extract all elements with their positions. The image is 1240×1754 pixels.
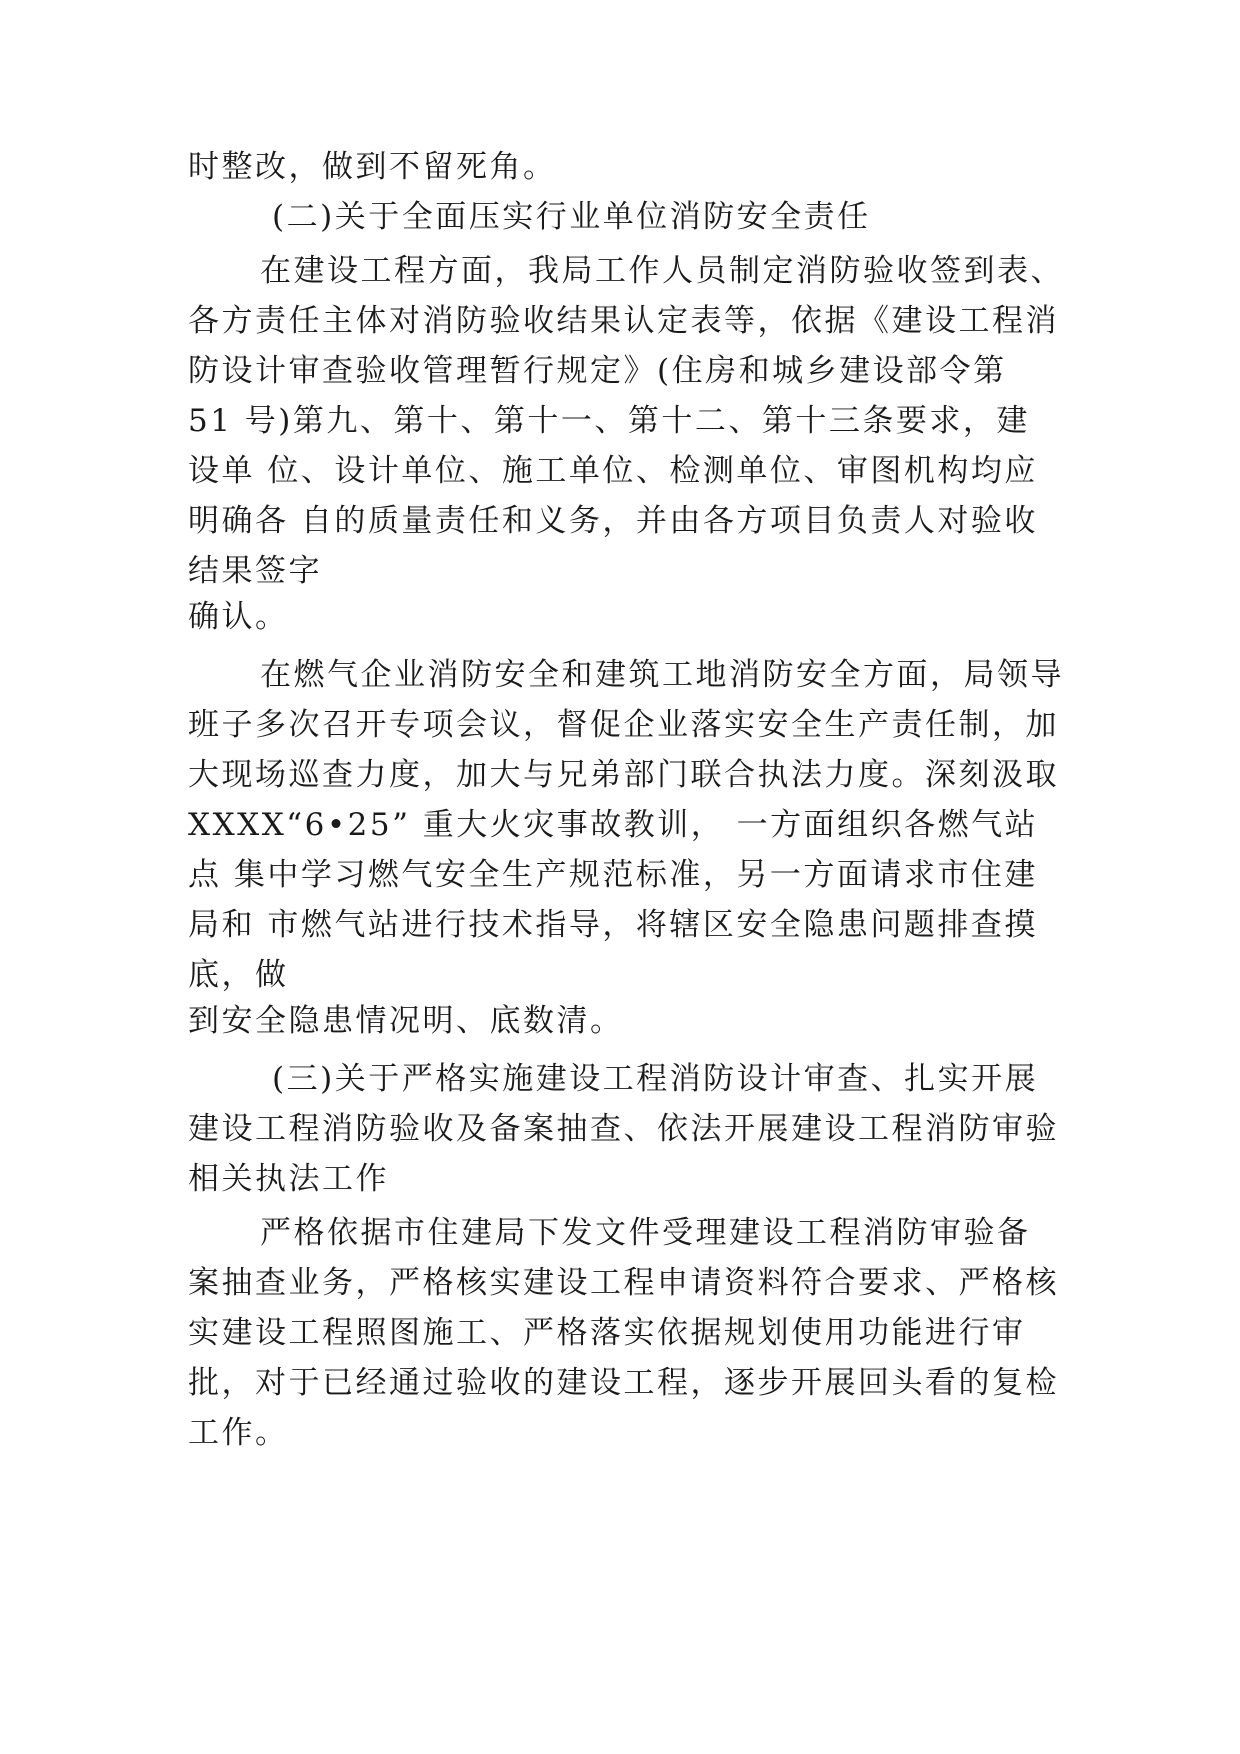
paragraph-line: 各方责任主体对消防验收结果认定表等，依据《建设工程消 — [188, 303, 1059, 339]
paragraph-line: 到安全隐患情况明、底数清。 — [188, 1003, 624, 1039]
paragraph-line: 相关执法工作 — [188, 1161, 389, 1197]
paragraph-line: 防设计审查验收管理暂行规定》(住房和城乡建设部令第 — [188, 353, 1007, 389]
paragraph-line: 严格依据市住建局下发文件受理建设工程消防审验备 — [260, 1215, 1031, 1251]
section-heading-2: (二)关于全面压实行业单位消防安全责任 — [272, 199, 871, 235]
section-heading-3: (三)关于严格实施建设工程消防设计审查、扎实开展 — [272, 1061, 1039, 1097]
paragraph-line: 设单 位、设计单位、施工单位、检测单位、审图机构均应 — [188, 453, 1038, 489]
paragraph-line: 工作。 — [188, 1415, 289, 1451]
paragraph-line: 51 号)第九、第十、第十一、第十二、第十三条要求，建 — [188, 403, 1030, 439]
paragraph-line: 明确各 自的质量责任和义务，并由各方项目负责人对验收 — [188, 503, 1038, 539]
paragraph-line: 点 集中学习燃气安全生产规范标准，另一方面请求市住建 — [188, 857, 1038, 893]
paragraph-line: 大现场巡查力度，加大与兄弟部门联合执法力度。深刻汲取 — [188, 757, 1059, 793]
paragraph-line: 批，对于已经通过验收的建设工程，逐步开展回头看的复检 — [188, 1365, 1059, 1401]
paragraph-line: XXXX“6•25” 重大火灾事故教训， 一方面组织各燃气站 — [188, 807, 1039, 843]
paragraph-line: 时整改，做到不留死角。 — [188, 149, 557, 185]
paragraph-line: 案抽查业务，严格核实建设工程申请资料符合要求、严格核 — [188, 1265, 1059, 1301]
paragraph-line: 结果签字 — [188, 553, 322, 589]
paragraph-line: 底，做 — [188, 957, 289, 993]
paragraph-line: 班子多次召开专项会议，督促企业落实安全生产责任制，加 — [188, 707, 1059, 743]
paragraph-line: 局和 市燃气站进行技术指导，将辖区安全隐患问题排查摸 — [188, 907, 1038, 943]
paragraph-line: 建设工程消防验收及备案抽查、依法开展建设工程消防审验 — [188, 1111, 1059, 1147]
paragraph-line: 实建设工程照图施工、严格落实依据规划使用功能进行审 — [188, 1315, 1026, 1351]
paragraph-line: 在燃气企业消防安全和建筑工地消防安全方面，局领导 — [260, 657, 1064, 693]
paragraph-line: 确认。 — [188, 599, 289, 635]
paragraph-line: 在建设工程方面，我局工作人员制定消防验收签到表、 — [260, 253, 1064, 289]
